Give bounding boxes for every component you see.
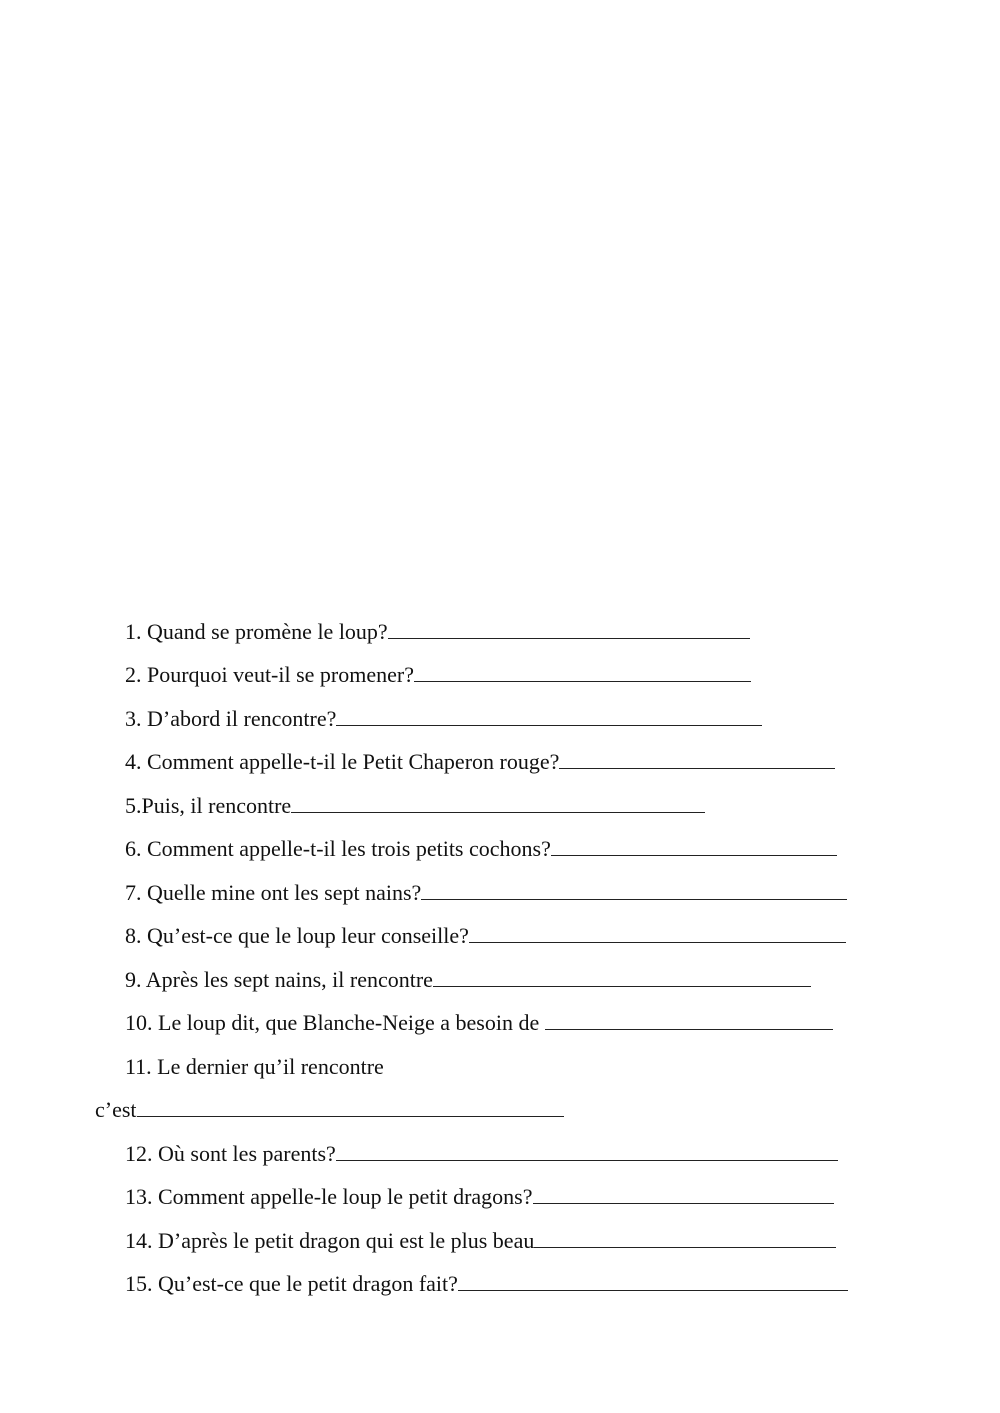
question-text: 12. Où sont les parents? [125,1141,336,1166]
question-text: 4. Comment appelle-t-il le Petit Chaperon rouge? [125,749,560,774]
question-14 [125,1227,836,1255]
question-text: 15. Qu’est-ce que le petit dragon fait? [125,1271,458,1296]
question-6 [125,835,837,863]
answer-blank[interactable] [414,661,751,682]
answer-blank[interactable] [291,792,705,813]
answer-blank[interactable] [533,1183,834,1204]
answer-blank[interactable] [559,748,835,769]
answer-blank[interactable] [137,1096,564,1117]
answer-blank[interactable] [421,879,847,900]
question-5 [125,792,705,820]
answer-blank[interactable] [388,618,750,639]
question-3 [125,705,762,733]
question-text: 7. Quelle mine ont les sept nains? [125,880,422,905]
question-text: 8. Qu’est-ce que le loup leur conseille? [125,923,469,948]
question-text: c’est [95,1097,137,1122]
answer-blank[interactable] [336,705,762,726]
question-8 [125,922,846,950]
question-text: 9. Après les sept nains, il rencontre [125,967,433,992]
question-2 [125,661,751,689]
question-9 [125,966,811,994]
question-text: 5.Puis, il rencontre [125,793,292,818]
question-10 [125,1009,833,1037]
answer-blank[interactable] [458,1270,848,1291]
question-text: 3. D’abord il rencontre? [125,706,337,731]
question-1 [125,618,750,646]
answer-blank[interactable] [336,1140,838,1161]
question-11-continuation [95,1096,564,1124]
question-text: 6. Comment appelle-t-il les trois petits cochons? [125,836,551,861]
answer-blank[interactable] [433,966,811,987]
answer-blank[interactable] [545,1009,833,1030]
answer-blank[interactable] [534,1227,836,1248]
answer-blank[interactable] [551,835,837,856]
question-13 [125,1183,834,1211]
question-text: 10. Le loup dit, que Blanche-Neige a besoin de [125,1010,545,1035]
question-15 [125,1270,848,1298]
question-12 [125,1140,838,1168]
question-text: 14. D’après le petit dragon qui est le plus beau [125,1228,535,1253]
question-text: 1. Quand se promène le loup? [125,619,388,644]
question-7 [125,879,847,907]
question-text: 11. Le dernier qu’il rencontre [125,1054,384,1079]
question-text: 13. Comment appelle-le loup le petit dragons? [125,1184,533,1209]
question-11 [125,1053,384,1081]
question-text: 2. Pourquoi veut-il se promener? [125,662,414,687]
question-4 [125,748,835,776]
answer-blank[interactable] [469,922,846,943]
